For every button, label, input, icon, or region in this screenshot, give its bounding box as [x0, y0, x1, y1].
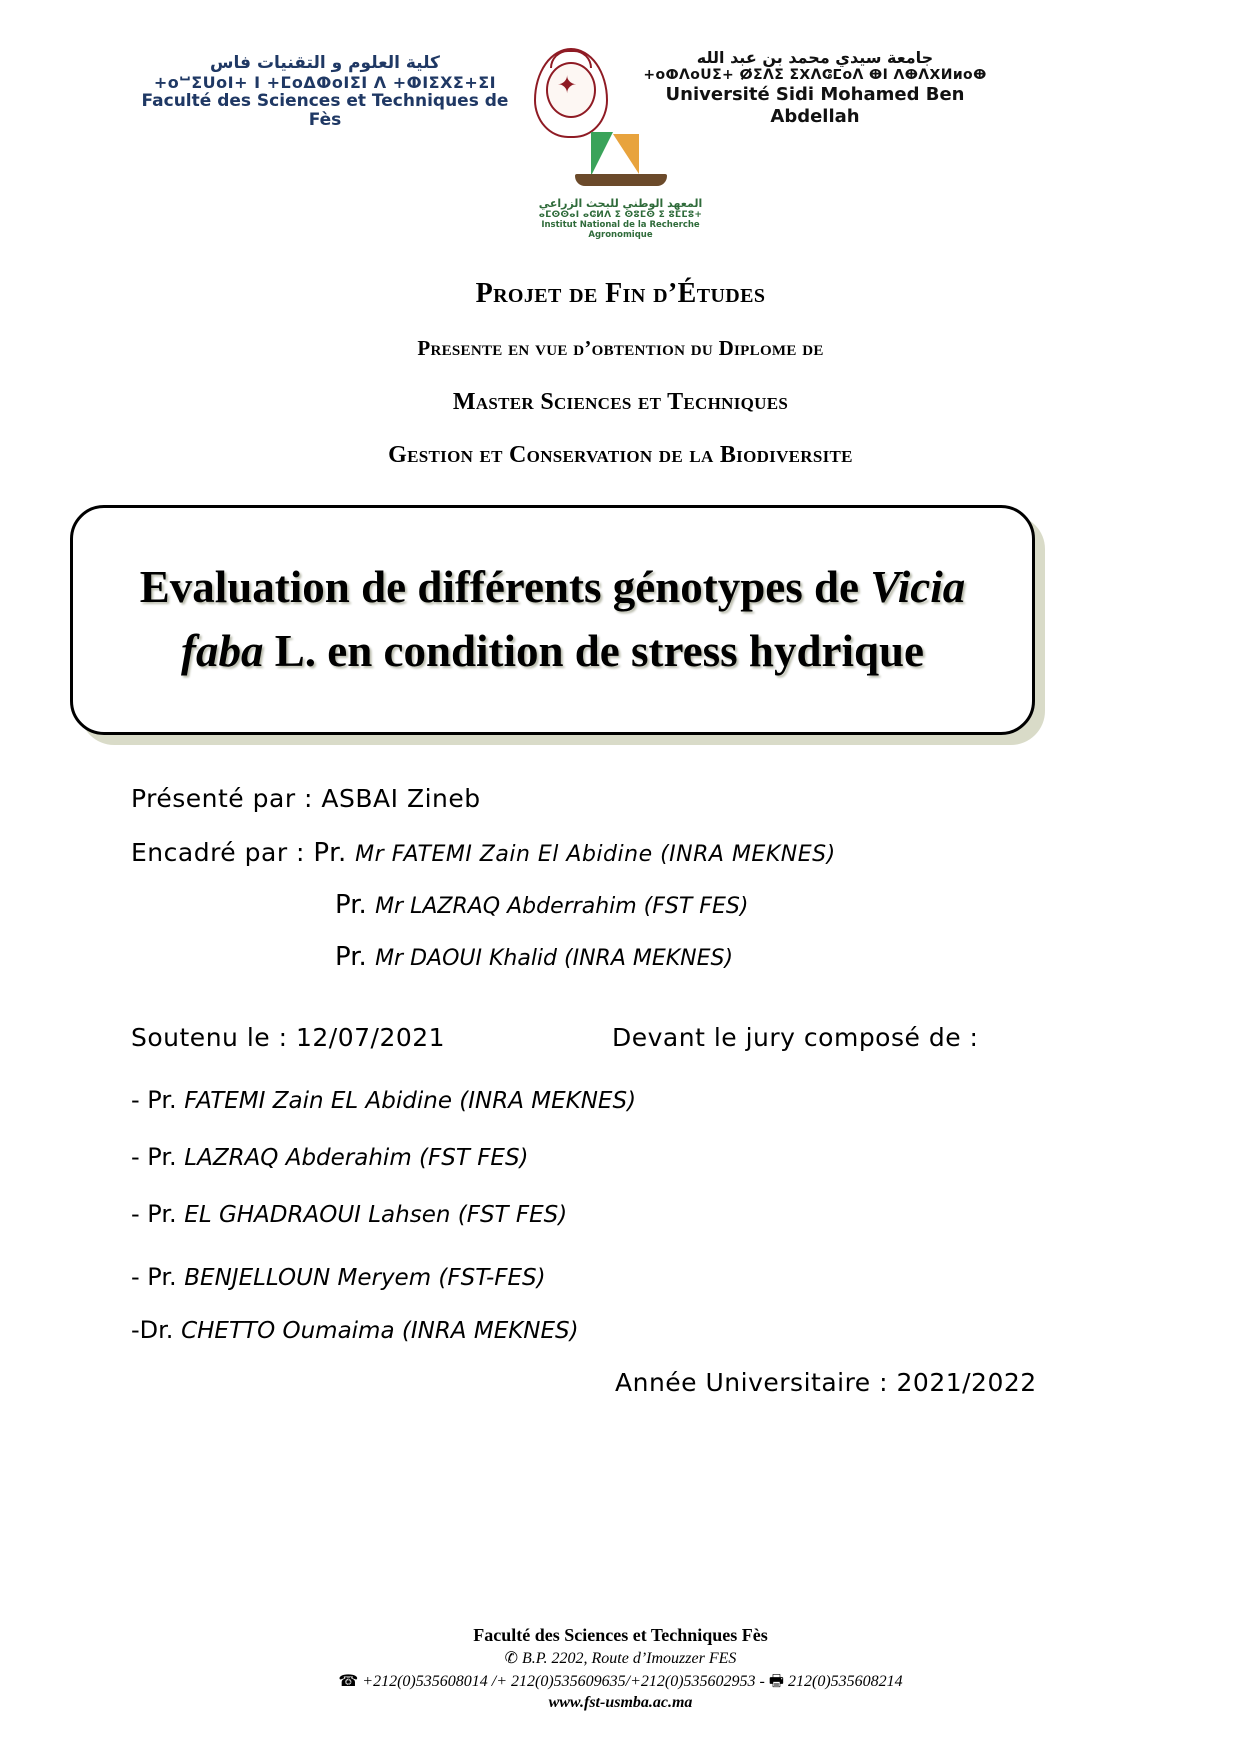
supervisor-line-1: [131, 838, 836, 868]
telephone-icon: ☎: [338, 1670, 359, 1690]
heading-diploma: Master Sciences et Techniques: [452, 389, 789, 415]
footer-phones: +212(0)535608014 /+ 212(0)535609635/+212(0)535602953 -: [362, 1672, 765, 1690]
jury-member-4: [131, 1263, 546, 1291]
usmba-crest-icon: ✦: [528, 44, 612, 140]
heading-presented-for: Presente en vue d’obtention du Diplome de: [417, 336, 824, 360]
usmba-logo-french: Université Sidi Mohamed Ben Abdellah: [665, 83, 965, 127]
jury-member-1-prefix: - Pr.: [131, 1086, 177, 1114]
academic-year-label: Année Universitaire :: [615, 1368, 889, 1397]
fst-logo-tifinagh: +oⵯΣUoI+ I +ⵎoⵠⵀoIΣI ⴷ +ⵀIΣXΣ+ΣI: [153, 72, 497, 92]
usmba-logo-arabic: جامعة سيدي محمد بن عبد الله: [696, 48, 934, 67]
thesis-title-box: [70, 505, 1035, 735]
inra-logo-tifinagh: ⴰⵎⵙⵙⴰⵏ ⴰⵛⵍⴷ ⵉ ⵙⵓⵎⵙ ⵉ ⵓⵎⵎⵓ+: [538, 210, 703, 221]
author-line: [131, 784, 481, 813]
jury-member-2: [131, 1143, 529, 1171]
defense-date-label: Soutenu le :: [131, 1023, 288, 1052]
footer-contact-line: [0, 1670, 1241, 1693]
footer-address-line: [0, 1647, 1241, 1670]
fst-logo-arabic: كلية العلوم و التقنيات فاس: [210, 53, 440, 73]
fst-logo: [130, 54, 520, 131]
supervisor-line-3: [335, 942, 733, 972]
supervisor-label: Encadré par :: [131, 838, 305, 867]
jury-member-3-name: EL GHADRAOUI Lahsen (FST FES): [184, 1202, 568, 1228]
thesis-title-species: faba: [180, 626, 264, 676]
jury-member-3-prefix: - Pr.: [131, 1200, 177, 1228]
thesis-title-line2-post: L. en condition de stress hydrique: [263, 626, 924, 676]
fax-icon: 🖶: [768, 1670, 784, 1690]
jury-member-5: [131, 1316, 579, 1344]
defense-date-value: 12/07/2021: [295, 1023, 446, 1052]
usmba-logo-tifinagh: +oⵀΛoUΣ+ ⵁΣΛΣ ΣⵝΛⵛⵎoΛ ⴲI ⴷⴲΛⵝИиoⴲ: [643, 67, 987, 84]
page-footer: [0, 1623, 1241, 1714]
jury-member-1-name: FATEMI Zain EL Abidine (INRA MEKNES): [184, 1088, 637, 1114]
supervisor-1-title: Pr.: [313, 838, 347, 868]
footer-address: B.P. 2202, Route d’Imouzzer FES: [522, 1650, 737, 1668]
thesis-title-line1-pre: Evaluation de différents génotypes de: [139, 562, 871, 613]
footer-website: www.fst-usmba.ac.ma: [548, 1694, 693, 1712]
supervisor-2-title: Pr.: [335, 890, 367, 920]
thesis-title: [114, 556, 991, 684]
footer-institution: Faculté des Sciences et Techniques Fès: [473, 1624, 768, 1645]
heading-specialty: Gestion et Conservation de la Biodiversite: [388, 442, 853, 468]
fst-logo-french: Faculté des Sciences et Techniques de Fès: [141, 90, 509, 131]
jury-member-4-name: BENJELLOUN Meryem (FST-FES): [184, 1265, 546, 1291]
jury-member-2-prefix: - Pr.: [131, 1143, 177, 1171]
usmba-logo: [630, 48, 1000, 127]
telephone-icon: ✆: [504, 1648, 519, 1668]
header-logos: [0, 22, 1241, 131]
inra-leaf-book-icon: [561, 132, 681, 194]
thesis-title-genus: Vicia: [870, 562, 966, 613]
author-name: ASBAI Zineb: [321, 784, 481, 813]
supervisor-2-name: Mr LAZRAQ Abderrahim (FST FES): [375, 894, 749, 919]
supervisor-line-2: [335, 890, 748, 920]
inra-logo: [0, 132, 1241, 242]
academic-year-line: [615, 1368, 1037, 1397]
jury-member-5-prefix: -Dr.: [131, 1316, 174, 1344]
jury-member-4-prefix: - Pr.: [131, 1263, 177, 1291]
defense-date-line: [131, 1023, 445, 1052]
jury-member-1: [131, 1086, 636, 1114]
supervisor-1-name: Mr FATEMI Zain El Abidine (INRA MEKNES): [355, 842, 836, 867]
jury-heading: Devant le jury composé de :: [612, 1023, 979, 1052]
degree-headings: [0, 278, 1241, 469]
supervisor-3-title: Pr.: [335, 942, 367, 972]
footer-fax: 212(0)535608214: [787, 1672, 903, 1690]
jury-member-3: [131, 1200, 567, 1228]
jury-member-2-name: LAZRAQ Abderahim (FST FES): [184, 1145, 529, 1171]
supervisor-3-name: Mr DAOUI Khalid (INRA MEKNES): [375, 946, 734, 971]
heading-project-type: Projet de Fin d’Études: [475, 278, 766, 309]
jury-member-5-name: CHETTO Oumaima (INRA MEKNES): [181, 1318, 579, 1344]
inra-logo-french: Institut National de la Recherche Agronomique: [541, 220, 700, 241]
inra-logo-arabic: المعهد الوطني للبحث الزراعي: [538, 197, 703, 210]
academic-year-value: 2021/2022: [896, 1368, 1037, 1397]
author-label: Présenté par :: [131, 784, 313, 813]
